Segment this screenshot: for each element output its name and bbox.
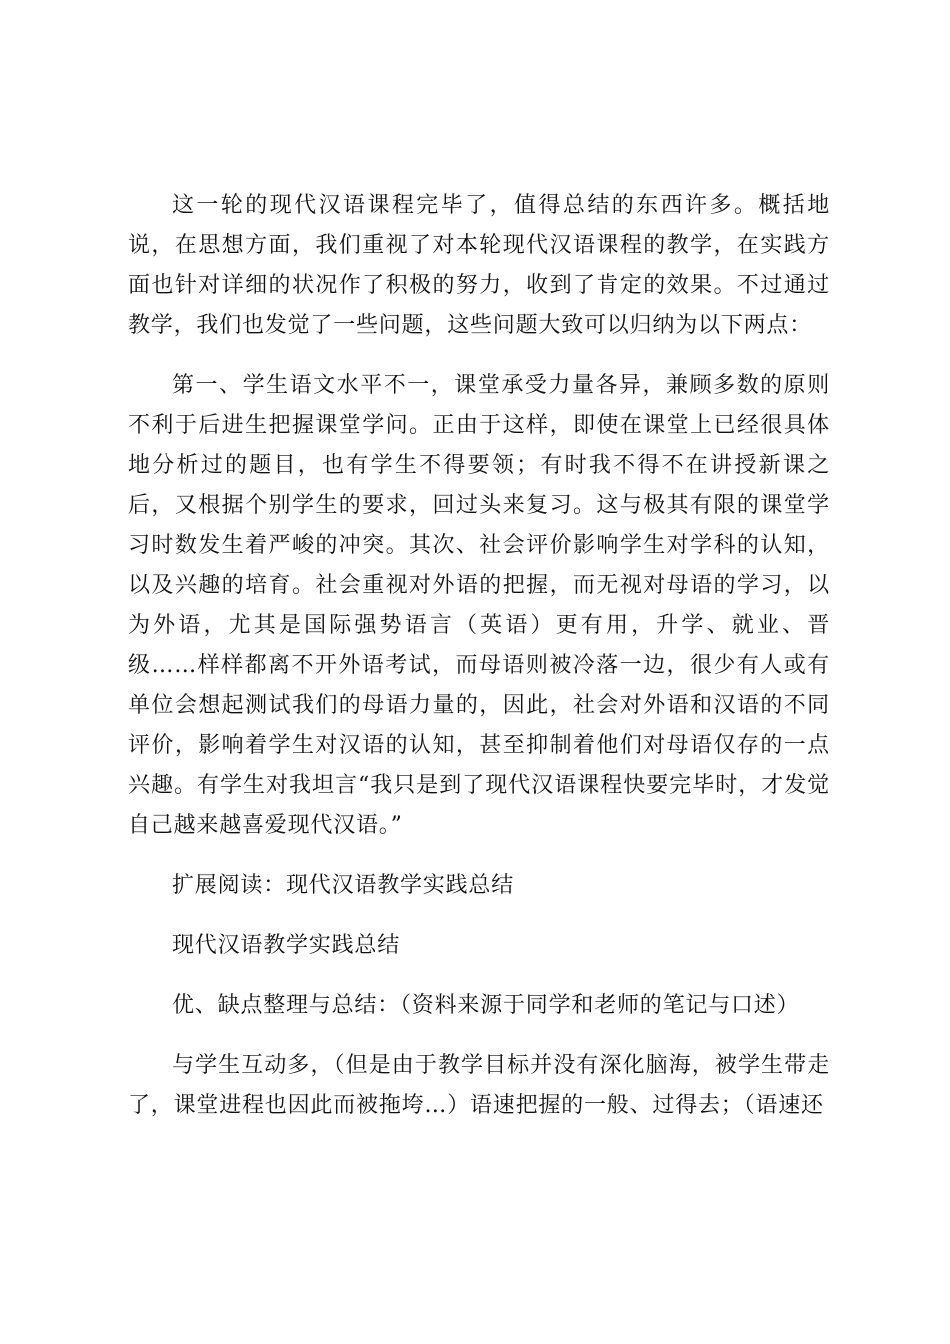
paragraph-summary-intro: 这一轮的现代汉语课程完毕了，值得总结的东西许多。概括地说，在思想方面，我们重视了对本轮现代汉语课程的教学，在实践方面也针对详细的状况作了积极的努力，收到了肯定的效果。不过通过教学，我们也发觉了一些问题，这些问题大致可以归纳为以下两点： bbox=[128, 193, 830, 338]
paragraph-section-title: 现代汉语教学实践总结 bbox=[172, 933, 401, 958]
paragraph-interaction-notes: 与学生互动多，（但是由于教学目标并没有深化脑海，被学生带走了，课堂进程也因此而被拖垮…）语速把握的一般、过得去；（语速还 bbox=[128, 1053, 830, 1118]
paragraph-pros-cons-heading: 优、缺点整理与总结：（资料来源于同学和老师的笔记与口述） bbox=[172, 993, 800, 1018]
document-body bbox=[128, 186, 830, 1126]
paragraph-problem-one: 第一、学生语文水平不一，课堂承受力量各异，兼顾多数的原则不利于后进生把握课堂学问。正由于这样，即使在课堂上已经很具体地分析过的题目，也有学生不得要领；有时我不得不在讲授新课之后，又根据个别学生的要求，回过头来复习。这与极其有限的课堂学习时数发生着严峻的冲突。其次、社会评价影响学生对学科的认知，以及兴趣的培育。社会重视对外语的把握，而无视对母语的学习，以为外语，尤其是国际强势语言（英语）更有用，升学、就业、晋级……样样都离不开外语考试，而母语则被冷落一边，很少有人或有单位会想起测试我们的母语力量的，因此，社会对外语和汉语的不同评价，影响着学生对汉语的认知，甚至抑制着他们对母语仅存的一点兴趣。有学生对我坦言“我只是到了现代汉语课程快要完毕时，才发觉自己越来越喜爱现代汉语。” bbox=[128, 373, 830, 838]
paragraph-extended-reading: 扩展阅读：现代汉语教学实践总结 bbox=[172, 873, 515, 898]
